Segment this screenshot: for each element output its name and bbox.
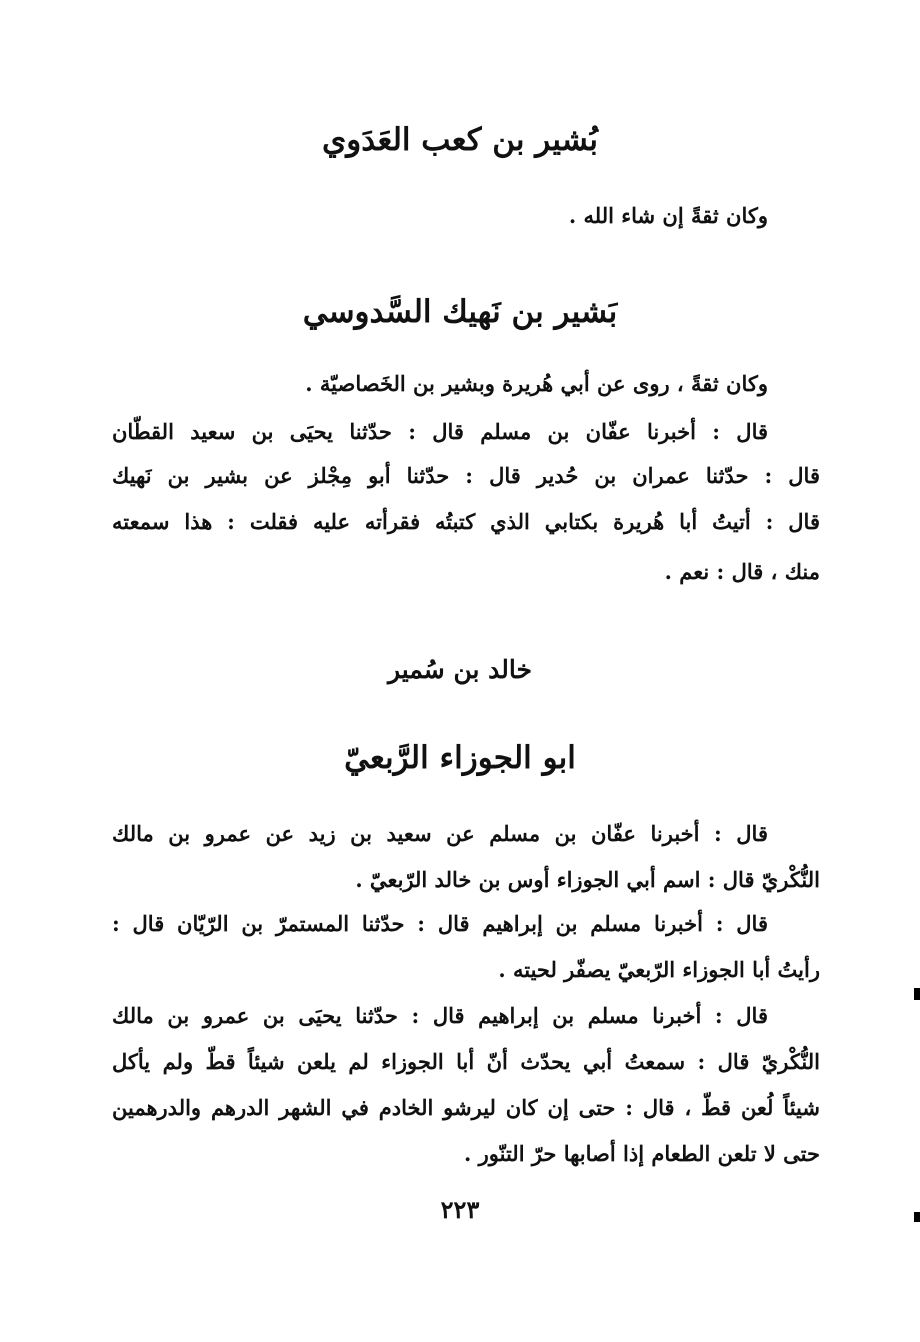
heading-khalid-ibn-sumayr: خالد بن سُمير [388, 655, 532, 684]
text-line: حتى لا تلعن الطعام إذا أصابها حرّ التنّور . [464, 1141, 820, 1166]
text-line: قال : أخبرنا عفّان بن مسلم قال : حدّثنا يحيَى بن سعيد القطّان [112, 419, 768, 444]
text-line: قال : أخبرنا مسلم بن إبراهيم قال : حدّثنا المستمرّ بن الرّيّان قال : [112, 911, 768, 936]
scan-edge-mark [914, 1212, 920, 1222]
page-number: ٢٢٣ [440, 1195, 480, 1224]
text-line: شيئاً لُعن قطّ ، قال : حتى إن كان ليرشو الخادم في الشهر الدرهم والدرهمين [112, 1095, 820, 1120]
text-line: وكان ثقةً إن شاء الله . [568, 203, 768, 228]
text-line: قال : أخبرنا مسلم بن إبراهيم قال : حدّثنا يحيَى بن عمرو بن مالك [112, 1003, 768, 1028]
text-line: وكان ثقةً ، روى عن أبي هُريرة وبشير بن الخَصاصيّة . [305, 371, 768, 396]
heading-abu-al-jawza: ابو الجوزاء الرَّبعيّ [344, 740, 576, 776]
scan-edge-mark [914, 988, 920, 1000]
text-line: رأيتُ أبا الجوزاء الرّبعيّ يصفّر لحيته . [498, 957, 820, 982]
heading-bashir-ibn-nahik: بَشير بن نَهيك السَّدوسي [302, 294, 618, 330]
text-line: منك ، قال : نعم . [664, 559, 820, 584]
heading-bushayr-ibn-kaab: بُشير بن كعب العَدَوي [321, 122, 599, 158]
text-line: النُّكْريّ قال : اسم أبي الجوزاء أوس بن خالد الرّبعيّ . [355, 867, 820, 892]
text-line: قال : أتيتُ أبا هُريرة بكتابي الذي كتبتُه فقرأته عليه فقلت : هذا سمعته [112, 509, 820, 534]
text-line: النُّكْريّ قال : سمعتُ أبي يحدّث أنّ أبا الجوزاء لم يلعن شيئاً قطّ ولم يأكل [112, 1049, 820, 1074]
text-line: قال : أخبرنا عفّان بن مسلم عن سعيد بن زيد عن عمرو بن مالك [112, 821, 768, 846]
text-line: قال : حدّثنا عمران بن حُدير قال : حدّثنا أبو مِجْلز عن بشير بن نَهيك [112, 463, 820, 488]
